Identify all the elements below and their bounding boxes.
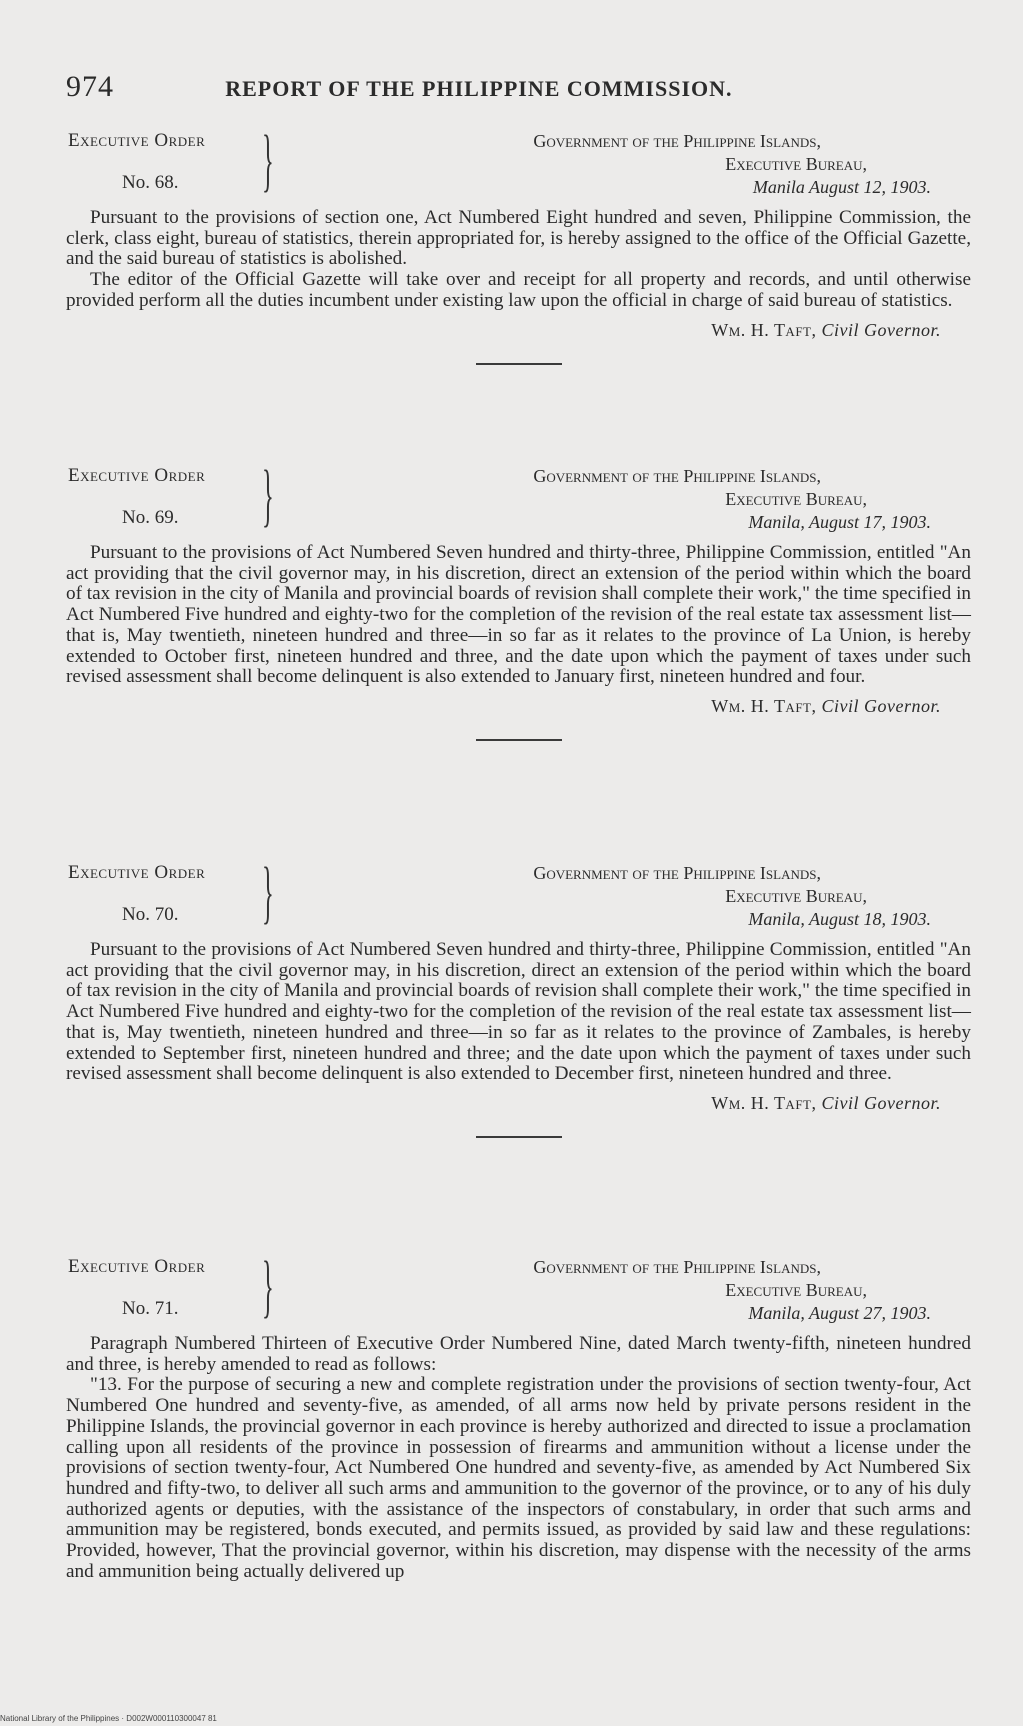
order-number: No. 71. [122,1298,179,1319]
signature-office: Civil Governor. [821,319,941,340]
order-number: No. 69. [122,507,179,528]
government-block [291,465,931,534]
order-label: Executive Order [68,465,206,486]
separator-rule [476,1136,562,1138]
order-body [66,940,971,1085]
government-block [291,130,931,199]
bureau-name: Executive Bureau, [725,886,867,906]
government-name: Government of the Philippine Islands, [533,466,821,486]
order-body [66,208,971,312]
order-body [66,543,971,688]
order-number: No. 70. [122,904,179,925]
signature-name: Wm. H. Taft, [711,695,817,716]
order-heading [66,854,971,940]
place-date: Manila, August 18, 1903. [748,909,931,929]
running-title: REPORT OF THE PHILIPPINE COMMISSION. [225,76,733,101]
government-block [291,1256,931,1325]
paragraph: Pursuant to the provisions of Act Numbered Seven hundred and thirty-three, Philippine Commission, entitled "An act providing that the civil governor may, in his discretion, direct an extension of the period within which the board of tax revision in the city of Manila and provincial boards of revision shall complete their work," the time specified in Act Numbered Five hundred and eighty-two for the completion of the revision of the real estate tax assessment list—that is, May twentieth, nineteen hundred and three—in so far as it relates to the province of Zambales, is hereby extended to September first, nineteen hundred and three; and the date upon which the payment of taxes under such revised assessment shall become delinquent is also extended to December first, nineteen hundred and three. [66,939,971,1085]
brace-glyph: } [262,457,274,534]
order-body [66,1334,971,1582]
order-number: No. 68. [122,172,179,193]
signature-name: Wm. H. Taft, [711,1092,817,1113]
brace-glyph: } [262,1248,274,1325]
separator-rule [476,363,562,365]
order-heading [66,122,971,208]
place-date: Manila, August 27, 1903. [748,1303,931,1323]
government-name: Government of the Philippine Islands, [533,131,821,151]
signature-line [66,1093,941,1114]
signature-line [66,320,941,341]
order-label: Executive Order [68,1256,206,1277]
paragraph: The editor of the Official Gazette will take over and receipt for all property and records, and until otherwise provided perform all the duties incumbent under existing law upon the official in charge of said bureau of statistics. [66,269,971,311]
signature-line [66,696,941,717]
executive-order-70 [66,854,971,1138]
order-label: Executive Order [68,130,206,151]
separator-rule [476,739,562,741]
place-date: Manila August 12, 1903. [752,177,931,197]
government-name: Government of the Philippine Islands, [533,863,821,883]
paragraph: Pursuant to the provisions of Act Numbered Seven hundred and thirty-three, Philippine Commission, entitled "An act providing that the civil governor may, in his discretion, direct an extension of the period within which the board of tax revision in the city of Manila and provincial boards of revision shall complete their work," the time specified in Act Numbered Five hundred and eighty-two for the completion of the revision of the real estate tax assessment list—that is, May twentieth, nineteen hundred and three—in so far as it relates to the province of La Union, is hereby extended to October first, nineteen hundred and three, and the date upon which the payment of taxes under such revised assessment shall become delinquent is also extended to January first, nineteen hundred and four. [66,542,971,688]
running-head [66,70,966,104]
signature-name: Wm. H. Taft, [711,319,817,340]
government-block [291,862,931,931]
brace-glyph: } [262,854,274,931]
paragraph: "13. For the purpose of securing a new and complete registration under the provisions of section twenty-four, Act Numbered One hundred and seventy-five, as amended, of all arms now held by private persons resident in the Philippine Islands, the provincial governor in each province is hereby authorized and directed to issue a proclamation calling upon all residents of the province in possession of firearms and ammunition without a license under the provisions of section twenty-four, Act Numbered One hundred and seventy-five, as amended by Act Numbered Six hundred and fifty-two, to deliver all such arms and ammunition to the governor of the province, or to any of his duly authorized agents or deputies, with the assistance of the inspectors of constabulary, in order that such arms and ammunition may be registered, bonds executed, and permits issued, as provided by said law and these regulations: Provided, however, That the provincial governor, within his discretion, may dispense with the necessity of the arms and ammunition being actually delivered up [66,1374,971,1582]
executive-order-71 [66,1248,971,1582]
paragraph: Paragraph Numbered Thirteen of Executive Order Numbered Nine, dated March twenty-fifth, nineteen hundred and three, is hereby amended to read as follows: [66,1333,971,1375]
scan-footer: National Library of the Philippines · D002W000110300047 81 [0,1714,217,1723]
executive-order-69 [66,457,971,741]
order-label: Executive Order [68,862,206,883]
bureau-name: Executive Bureau, [725,489,867,509]
government-name: Government of the Philippine Islands, [533,1257,821,1277]
order-heading [66,1248,971,1334]
place-date: Manila, August 17, 1903. [748,512,931,532]
brace-glyph: } [262,122,274,199]
signature-office: Civil Governor. [821,695,941,716]
bureau-name: Executive Bureau, [725,1280,867,1300]
order-heading [66,457,971,543]
bureau-name: Executive Bureau, [725,154,867,174]
signature-office: Civil Governor. [821,1092,941,1113]
executive-order-68 [66,122,971,365]
paragraph: Pursuant to the provisions of section one, Act Numbered Eight hundred and seven, Philippine Commission, the clerk, class eight, bureau of statistics, therein appropriated for, is hereby assigned to the office of the Official Gazette, and the said bureau of statistics is abolished. [66,207,971,270]
page-number: 974 [66,70,114,103]
